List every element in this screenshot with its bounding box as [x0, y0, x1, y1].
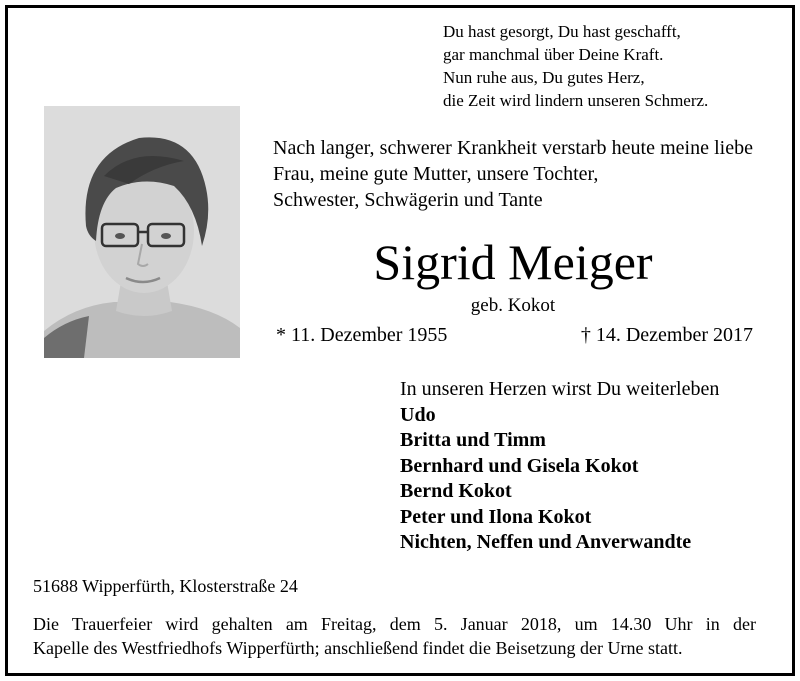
intro-line: Schwester, Schwägerin und Tante	[273, 189, 543, 211]
poem-line: Nun ruhe aus, Du gutes Herz,	[443, 68, 645, 87]
mourner-name: Britta und Timm	[400, 429, 546, 451]
intro-line: Nach langer, schwerer Krankheit verstarb heute meine liebe Frau, meine gute Mutter, unsere Tochter,	[273, 137, 753, 185]
birth-date: * 11. Dezember 1955	[276, 324, 448, 346]
mourner-name: Bernhard und Gisela Kokot	[400, 454, 639, 477]
mourners-list	[400, 377, 780, 556]
death-date: † 14. Dezember 2017	[580, 324, 753, 346]
poem	[443, 20, 783, 112]
poem-line: die Zeit wird lindern unseren Schmerz.	[443, 91, 709, 110]
mourner-name: Peter und Ilona Kokot	[400, 505, 592, 528]
mourners-lead: In unseren Herzen wirst Du weiterleben	[400, 378, 720, 400]
poem-line: gar manchmal über Deine Kraft.	[443, 45, 664, 64]
intro-text	[273, 135, 753, 213]
poem-line: Du hast gesorgt, Du hast geschafft,	[443, 22, 681, 41]
notice-line: Die Trauerfeier wird gehalten am Freitag, dem 5. Januar 2018, um 14.30 Uhr in der	[33, 614, 756, 634]
maiden-name: geb. Kokot	[470, 295, 556, 316]
notice-line: Kapelle des Westfriedhofs Wipperfürth; anschließend findet die Beisetzung der Urne statt.	[33, 638, 683, 658]
mourner-name: Nichten, Neffen und Anverwandte	[400, 531, 692, 553]
address: 51688 Wipperfürth, Klosterstraße 24	[33, 576, 298, 596]
deceased-name: Sigrid Meiger	[373, 234, 653, 290]
mourner-name: Bernd Kokot	[400, 480, 512, 502]
portrait-photo	[44, 106, 240, 358]
mourner-name: Udo	[400, 403, 436, 426]
funeral-notice	[33, 612, 756, 660]
